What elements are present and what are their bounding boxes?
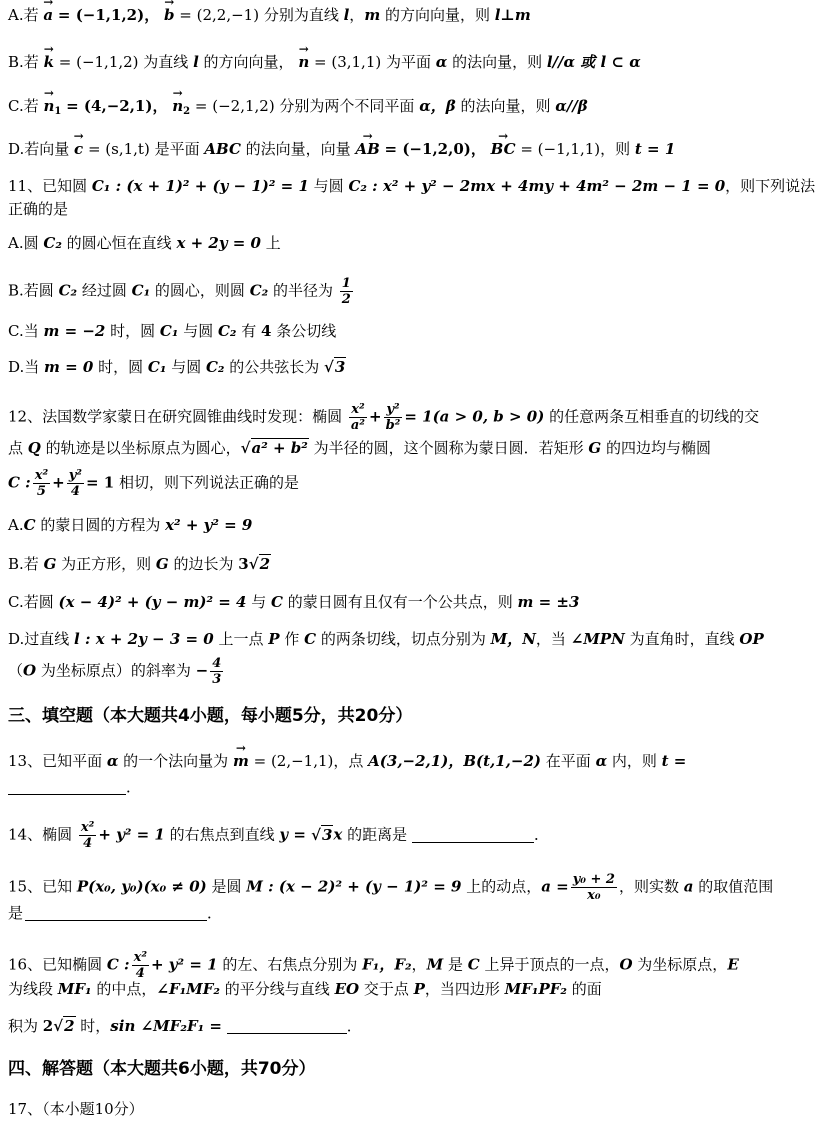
q11-option-c [8,320,788,342]
text: 的法向量，则 [447,53,547,71]
math: M，N [490,630,536,648]
math: F₁，F₂ [362,955,412,974]
math: C₂ [43,234,62,252]
math: sin ∠MF₂F₁ = [110,1017,222,1035]
math: P(x₀, y₀)(x₀ ≠ 0) [76,877,207,896]
sqrt: √a² + b² [240,439,308,457]
text: 的四边均与椭圆 [601,439,712,457]
math: (x − 4)² + (y − m)² = 4 [58,593,247,611]
text: 在平面 [541,752,596,770]
text: 的圆心，则圆 [150,281,250,300]
math: C : [106,955,130,974]
q12-option-a [8,514,788,536]
math: C₁ [159,322,179,340]
radicand: 3 [334,358,346,376]
text: 经过圆 [77,281,132,300]
answer-blank[interactable] [25,906,207,921]
denominator: 5 [36,484,46,499]
text: D.若向量 [8,140,75,158]
q10-option-d [8,138,788,160]
text: A.若 [8,6,39,24]
radicand: a² + b² [251,439,308,457]
text: A. [8,516,24,534]
math: = (−1,2,0)， [384,140,486,158]
math: t = [661,752,687,770]
math: ABC [204,140,241,158]
text: 正确的是 [8,200,69,218]
sqrt-3: √3 [324,358,346,376]
text: 12、法国数学家蒙日在研究圆锥曲线时发现：椭圆 [8,407,347,426]
fraction [349,402,367,433]
text: 为坐标原点， [632,955,728,974]
text: 点 [8,439,28,457]
radicand: 2 [64,1017,75,1035]
vector-ab: → AB [355,138,379,160]
text: 的任意两条互相垂直的切线的交 [544,407,760,426]
q12-option-d-line2 [8,656,788,687]
math: m = ±3 [517,593,580,611]
q12-option-b [8,553,788,575]
math: 4 [261,322,272,340]
text: 上 [261,234,281,252]
text: 的公共弦长为 [224,358,325,376]
q15-answer-line [8,902,788,924]
vector-n2: → n [172,95,183,117]
q11-stem [8,175,815,197]
numerator: y² [386,402,400,417]
text: 的边长为 [168,555,239,573]
math: G [155,555,169,573]
vector-k: → k [44,51,54,73]
text: （ [8,661,24,680]
math: C₂ : x² + y² − 2mx + 4my + 4m² − 2m − 1 = 0 [348,177,726,195]
math: l : x + 2y − 3 = 0 [74,630,214,648]
text: 条公切线 [271,322,337,340]
answer-blank[interactable] [412,828,534,843]
text: A.圆 [8,234,44,252]
math: C [271,593,283,611]
math: M [426,955,444,974]
math: 2 [42,1017,54,1035]
numerator: x² [34,468,49,483]
text: 的圆心恒在直线 [61,234,177,252]
vector-bc: → BC [491,138,516,160]
math: a [683,877,694,896]
text: = (−1,1,1)，则 [520,140,635,158]
math: C₂ [249,281,269,300]
text: 为直角时，直线 [624,630,740,648]
denominator: 4 [135,966,145,981]
math: C [467,955,480,974]
text: B.若 [8,555,44,573]
vector-n: → n [298,51,309,73]
answer-blank[interactable] [227,1019,347,1034]
q12-stem-line2 [8,437,788,459]
math: EO [334,980,360,998]
math: α，β [419,97,456,115]
math: = 1(a > 0, b > 0) [404,407,545,426]
math: α//β [555,97,588,115]
text: 与圆 [166,358,206,376]
text: 交于点 [359,980,414,998]
denominator: a² [350,418,365,433]
numerator: x² [133,950,148,965]
numerator: y² [68,468,82,483]
text: 的一个法向量为 [118,752,233,770]
text: 为正方形，则 [56,555,156,573]
text: 上的动点， [461,877,542,896]
math: C₂ [58,281,78,300]
text: 的平分线与直线 [220,980,335,998]
text: 是 [8,904,24,922]
numerator: 1 [341,276,351,291]
text: 是圆 [206,877,247,896]
math: C [23,516,36,534]
text: = (−2,1,2) 分别为两个不同平面 [194,97,420,115]
math: l//α 或 l ⊂ α [546,53,641,71]
text: 有 [236,322,262,340]
math: y = [279,825,312,844]
text: ， [349,6,365,24]
text: B.若 [8,53,44,71]
text: 的轨迹是以坐标原点为圆心， [40,439,241,457]
q13-answer-line [8,776,788,798]
text: B.若圆 [8,281,59,300]
math: + y² = 1 [98,825,165,844]
text: 作 [279,630,305,648]
math: Q [27,439,41,457]
math: l [193,53,199,71]
numerator: x² [351,402,365,417]
vector-b: → b [164,4,175,26]
math: OP [739,630,764,648]
math: x + 2y = 0 [176,234,261,252]
math: C : [8,473,31,492]
math: l [343,6,350,24]
text: 与圆 [178,322,218,340]
text: 的中点， [91,980,157,998]
section-fill-in-title: 三、填空题（本大题共4小题，每小题5分，共20分） [8,706,413,726]
text: 的蒙日圆的方程为 [35,516,166,534]
text: 的方向向量， [198,53,294,71]
q11-option-a [8,232,788,254]
text: D.当 [8,358,45,376]
q10-option-a [8,4,788,26]
math: A(3,−2,1)，B(t,1,−2) [368,752,542,770]
q12-option-d [8,628,788,650]
text: = (2,−1,1)，点 [253,752,369,770]
math: C₁ : (x + 1)² + (y − 1)² = 1 [91,177,309,195]
fraction [79,820,96,851]
math: = 1 [85,473,115,492]
text: 的左、右焦点分别为 [217,955,363,974]
math: = (−1,1,2)， [57,6,160,24]
q11-stem-line2 [8,198,788,220]
numerator: y₀ + 2 [572,872,615,887]
text: C.若 [8,97,44,115]
math: m = −2 [43,322,106,340]
q15-stem [8,872,788,903]
math: α [106,752,119,770]
math: C₂ [217,322,237,340]
fraction [132,950,149,981]
math: m [364,6,381,24]
q17-label: 17、（本小题10分） [8,1100,144,1118]
math: O [619,955,633,974]
text: = (s,1,t) 是平面 [87,140,205,158]
text: 的半径为 [268,281,338,300]
text: ，则下列说法 [725,177,815,195]
q12-stem-line3 [8,468,788,499]
text: 为线段 [8,980,58,998]
q16-stem-line2 [8,978,788,1000]
text: 的两条切线，切点分别为 [316,630,491,648]
math: C₁ [131,281,151,300]
fraction [33,468,50,499]
q10-option-b [8,51,788,73]
text: 时， [75,1017,111,1035]
denominator: 4 [70,484,80,499]
text: 15、已知 [8,877,77,896]
text: 的右焦点到直线 [164,825,280,844]
math: m = 0 [44,358,94,376]
math: MF₁PF₂ [504,980,567,998]
text: 是 [443,955,468,974]
vector-c: → c [74,138,83,160]
fraction [571,872,617,903]
text: 内，则 [607,752,662,770]
vector-a: → a [43,4,53,26]
text: = (3,1,1) 为平面 [314,53,436,71]
math: + y² = 1 [151,955,218,974]
text: 14、椭圆 [8,825,77,844]
text: 的面 [567,980,602,998]
radicand: 3 [321,825,333,844]
math: 3 [238,555,249,573]
math: = (4,−2,1)， [66,97,168,115]
text: 积为 [8,1017,43,1035]
text: 相切，则下列说法正确的是 [114,473,299,492]
text: 的距离是 [342,825,408,844]
text: ，当四边形 [424,980,505,998]
fraction-four-thirds [210,656,223,687]
vector-m: → m [233,750,249,772]
math: MF₁ [57,980,92,998]
text: ，则实数 [618,877,684,896]
fraction [67,468,84,499]
text: 的取值范围 [693,877,774,896]
math: P [413,980,425,998]
text: D.过直线 [8,630,75,648]
q10-option-c [8,95,788,123]
denominator: b² [385,418,401,433]
math: C [304,630,317,648]
math: G [43,555,57,573]
q11-option-b [8,276,788,307]
text: 16、已知椭圆 [8,955,107,974]
text: = (−1,1,2) 为直线 [58,53,194,71]
text: ，当 [535,630,571,648]
subscript: 2 [183,106,191,117]
text: 11、已知圆 [8,177,92,195]
text: 的蒙日圆有且仅有一个公共点，则 [282,593,518,611]
math: ∠F₁MF₂ [156,980,221,998]
sqrt-2: √2 [53,1017,75,1035]
text: ． [533,825,549,844]
math: + [52,473,65,492]
math: C₁ [147,358,167,376]
text: 与 [246,593,272,611]
text: 上一点 [213,630,269,648]
text: 为半径的圆，这个圆称为蒙日圆．若矩形 [308,439,589,457]
text: 为坐标原点）的斜率为 [36,661,196,680]
text: C.当 [8,322,44,340]
math: M : (x − 2)² + (y − 1)² = 9 [246,877,462,896]
fraction-one-half [340,276,353,307]
math: x [333,825,343,844]
math: C₂ [205,358,225,376]
denominator: x₀ [587,888,601,903]
math: O [23,661,37,680]
q12-option-c [8,591,788,613]
section-solutions-title: 四、解答题（本大题共6小题，共70分） [8,1059,316,1079]
text: 时，圆 [93,358,148,376]
text: 的方向向量，则 [380,6,495,24]
math: E [727,955,739,974]
text: = (2,2,−1) 分别为直线 [179,6,344,24]
math: t = 1 [634,140,676,158]
answer-blank[interactable] [8,780,126,795]
sqrt-3: √3 [311,825,333,844]
q12-stem [8,402,788,433]
text: 的法向量，向量 [240,140,356,158]
q13-stem [8,750,788,772]
denominator: 3 [212,672,222,687]
math: + [368,407,382,426]
text: 上异于顶点的一点， [479,955,620,974]
denominator: 2 [341,292,351,307]
math: G [588,439,602,457]
text: ． [346,1017,362,1035]
math: a = [541,877,569,896]
math: P [268,630,280,648]
math: ∠MPN [570,630,625,648]
text: ， [411,955,427,974]
math: − [195,661,209,680]
q14-stem [8,820,788,851]
q16-stem-line3 [8,1015,788,1037]
math: l⊥m [494,6,531,24]
q16-stem [8,950,788,981]
radicand: 2 [259,555,271,573]
denominator: 4 [83,836,93,851]
subscript: 1 [54,106,62,117]
text: C.若圆 [8,593,59,611]
text: 时，圆 [105,322,160,340]
text: ． [126,778,142,796]
sqrt-2: √2 [248,555,271,573]
text: ． [207,904,223,922]
numerator: 4 [212,656,222,671]
fraction [384,402,403,433]
text: 与圆 [308,177,349,195]
vector-n1: → n [43,95,54,117]
math: α [435,53,448,71]
math: x² + y² = 9 [165,516,253,534]
numerator: x² [80,820,95,835]
math: α [595,752,608,770]
text: 13、已知平面 [8,752,107,770]
text: 的法向量，则 [455,97,556,115]
q11-option-d [8,356,788,378]
